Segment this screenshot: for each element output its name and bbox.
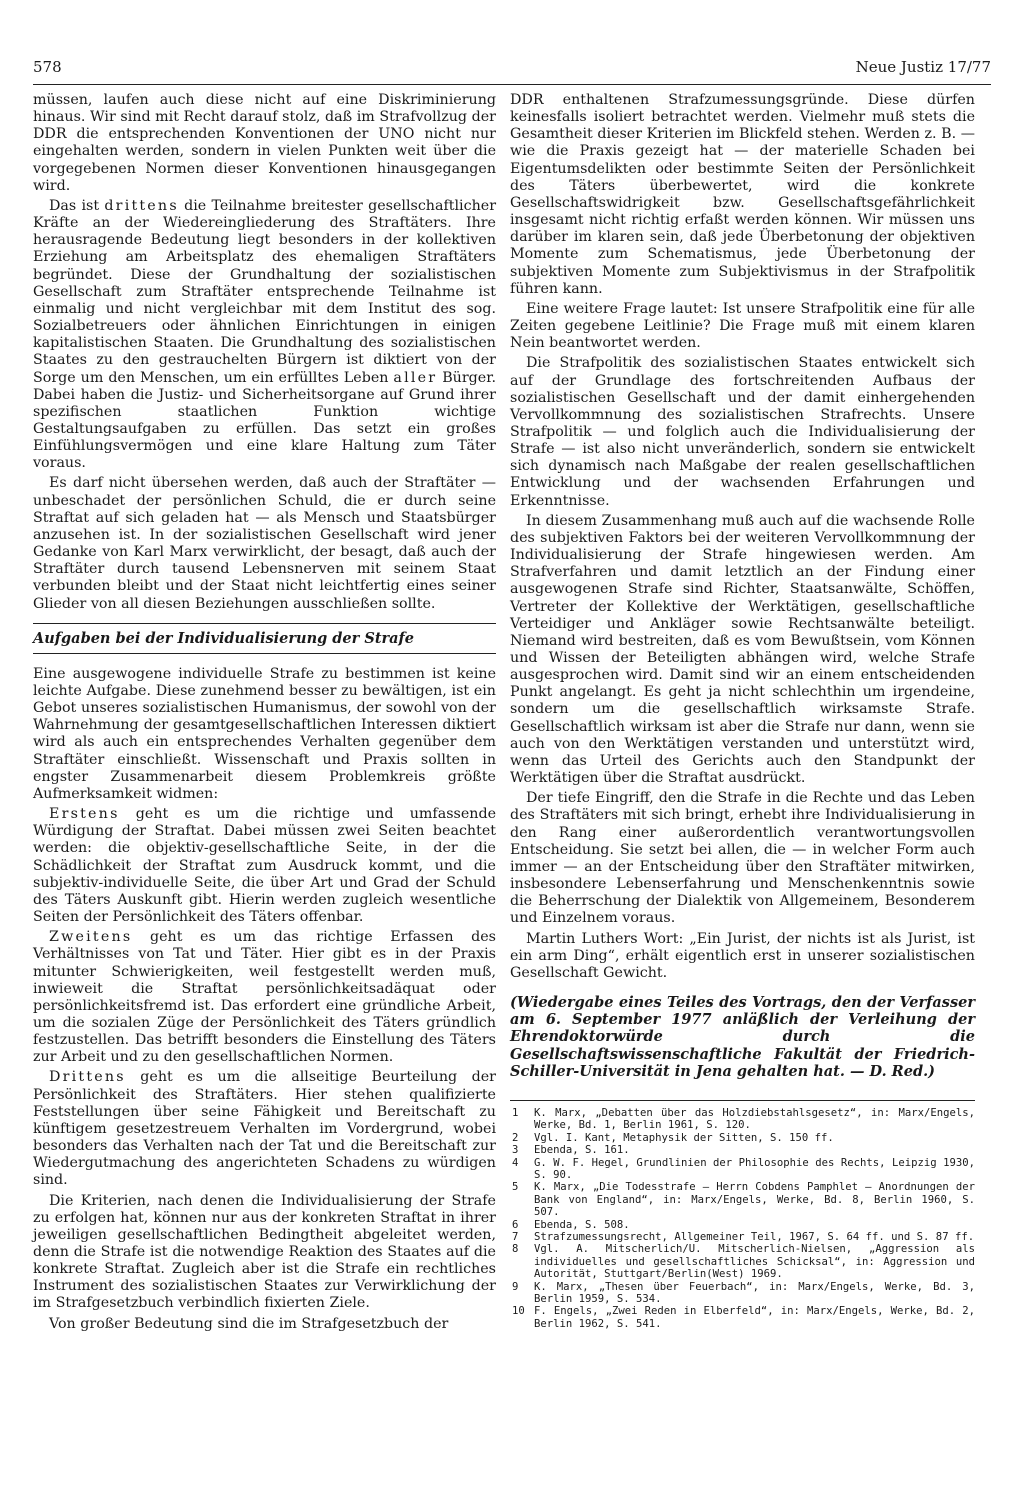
emphasis: drittens [104, 197, 179, 214]
paragraph: Der tiefe Eingriff, den die Strafe in die Rechte und das Leben des Straftäters mit sich bringt, erhebt ihre Individualisierung in den Rang einer außerordentlich verantwortungsvollen Entscheidung. Sie setzt bei allen, die — in welcher Form auch immer — an der Entscheidung über den Straftäter mitwirken, insbesondere Lebenserfahrung und Menschenkenntnis sowie die Beherrschung der Dialektik von Allgemeinem, Besonderem und Einzelnem voraus. [510, 790, 975, 927]
footnote-number: 8 [512, 1243, 519, 1256]
footnote [510, 1231, 975, 1243]
paragraph: müssen, laufen auch diese nicht auf eine Diskriminierung hinaus. Wir sind mit Recht darauf stolz, daß im Strafvollzug der DDR die entsprechenden Konventionen der UNO nicht nur eingehalten werden, sondern in vielen Punkten weit über die vorgegebenen Normen dieser Konventionen hinausgegangen wird. [33, 92, 496, 194]
left-column [33, 92, 496, 1336]
footnote [510, 1132, 975, 1144]
footnotes [510, 1107, 975, 1330]
paragraph: Die Kriterien, nach denen die Individualisierung der Strafe zu erfolgen hat, können nur aus der konkreten Straftat in ihrer jeweiligen gesellschaftlichen Bedingtheit abgeleitet werden, denn die Strafe ist die notwendige Reaktion des Staates auf die konkrete Straftat. Zugleich aber ist die Strafe ein rechtliches Instrument des sozialistischen Staates zur Verwirklichung der im Strafgesetzbuch verbindlich fixierten Ziele. [33, 1192, 496, 1312]
footnote [510, 1219, 975, 1231]
paragraph [33, 806, 496, 926]
page-number: 578 [33, 58, 62, 76]
text-run: die Teilnahme breitester gesellschaftlicher Kräfte an der Wiedereingliederung des Straftäters. Ihre herausragende Bedeutung liegt besonders in der kollektiven Erziehung am Arbeitsplatz des ehemaligen Straftäters begründet. Diese der Grundhaltung der sozialistischen Gesellschaft zum Straftäter entsprechende Teilnahme ist einmalig und nicht vergleichbar mit dem Institut des sog. Sozialbetreuers oder ähnlichen Einrichtungen in einigen kapitalistischen Staaten. Die Grundhaltung des sozialistischen Staates zu den gestrauchelten Bürgern ist diktiert von der Sorge um den Menschen, um ein erfülltes Leben [33, 197, 496, 386]
footnote-number: 1 [512, 1106, 519, 1119]
footnote-divider [510, 1100, 975, 1107]
paragraph: DDR enthaltenen Strafzumessungsgründe. Diese dürfen keinesfalls isoliert betrachtet werden. Vielmehr muß stets die Gesamtheit dieser Kriterien im Blickfeld stehen. Werden z. B. — wie die Praxis gezeigt hat — der materielle Schaden bei Eigentumsdelikten oder bestimmte Seiten der Persönlichkeit des Täters überbewertet, wird die konkrete Gesellschaftswidrigkeit bzw. Gesellschaftsgefährlichkeit insgesamt nicht richtig erfaßt werden können. Wir müssen uns darüber im klaren sein, daß jede Überbetonung der objektiven Momente zum Schematismus, jede Überbetonung der subjektiven Momente zum Subjektivismus in der Strafpolitik führen kann. [510, 92, 975, 297]
editorial-note: (Wiedergabe eines Teiles des Vortrags, den der Verfasser am 6. September 1977 anläßlich der Verleihung der Ehrendoktorwürde durch die Gesellschaftswissenschaftliche Fakultät der Friedrich-Schiller-Universität in Jena gehalten hat. — D. Red.) [510, 993, 975, 1080]
footnote-number: 9 [512, 1280, 519, 1293]
emphasis: Erstens [49, 806, 120, 823]
section-heading: Aufgaben bei der Individualisierung der Strafe [33, 623, 496, 654]
paragraph [33, 1069, 496, 1189]
footnote [510, 1281, 975, 1306]
paragraph: Es darf nicht übersehen werden, daß auch der Straftäter — unbeschadet der persönlichen Schuld, die er durch seine Straftat auf sich geladen hat — als Mensch und Staatsbürger anzusehen ist. In der sozialistischen Gesellschaft wird jener Gedanke von Karl Marx verwirklicht, der besagt, daß auch der Straftäter durch tausend Lebensnerven mit seinem Staat verbunden bleibt und der Staat nicht leichtfertig eines seiner Glieder von all diesen Beziehungen ausschließen sollte. [33, 475, 496, 612]
paragraph: In diesem Zusammenhang muß auch auf die wachsende Rolle des subjektiven Faktors bei der weiteren Vervollkommnung der Individualisierung der Strafe hingewiesen werden. Am Strafverfahren und damit letztlich an der Findung einer ausgewogenen Strafe sind Richter, Staatsanwälte, Schöffen, Vertreter der Kollektive der Werktätigen, gesellschaftliche Verteidiger und Ankläger sowie Rechtsanwälte beteiligt. Niemand wird bestreiten, daß es vom Bewußtsein, vom Können und Wissen der Beteiligten abhängen wird, welche Strafe ausgesprochen wird. Damit sind wir an einem entscheidenden Punkt angelangt. Es geht ja nicht schlechthin um irgendeine, sondern um die gesellschaftlich wirksamste Strafe. Gesellschaftlich wirksam ist aber die Strafe nur dann, wenn sie auch von den Werktätigen verstanden und unterstützt wird, wenn das Urteil des Gerichts auch den Standpunkt der Werktätigen über die Straftat ausdrückt. [510, 512, 975, 787]
emphasis: Zweitens [49, 929, 133, 946]
footnote-text: F. Engels, „Zwei Reden in Elberfeld“, in: Marx/Engels, Werke, Bd. 2, Berlin 1962, S. 541. [534, 1305, 975, 1330]
right-column [510, 92, 975, 1330]
paragraph [33, 198, 496, 473]
footnote-text: K. Marx, „Thesen über Feuerbach“, in: Marx/Engels, Werke, Bd. 3, Berlin 1959, S. 534. [534, 1280, 975, 1306]
footnote-text: K. Marx, „Die Todesstrafe — Herrn Cobdens Pamphlet — Anordnungen der Bank von England“, in: Marx/Engels, Werke, Bd. 8, Berlin 1960, S. 507. [534, 1181, 975, 1219]
text-run: geht es um die richtige und umfassende Würdigung der Straftat. Dabei müssen zwei Seiten beachtet werden: die objektiv-gesellschaftliche Seite, in der die Schädlichkeit der Straftat zum Ausdruck kommt, und die subjektiv-individuelle Seite, die über Art und Grad der Schuld des Täters Auskunft gibt. Hierin werden zugleich wesentliche Seiten der Persönlichkeit des Täters offenbar. [33, 806, 496, 926]
footnote [510, 1305, 975, 1330]
footnote-text: Strafzumessungsrecht, Allgemeiner Teil, 1967, S. 64 ff. und S. 87 ff. [534, 1231, 975, 1244]
emphasis: aller [393, 369, 438, 386]
footnote-number: 2 [512, 1131, 519, 1144]
footnote-text: Ebenda, S. 508. [534, 1218, 630, 1231]
journal-title: Neue Justiz 17/77 [855, 58, 991, 76]
footnote-text: K. Marx, „Debatten über das Holzdiebstahlsgesetz“, in: Marx/Engels, Werke, Bd. 1, Berlin 1961, S. 120. [534, 1106, 975, 1132]
paragraph: Eine weitere Frage lautet: Ist unsere Strafpolitik eine für alle Zeiten gegebene Leitlinie? Die Frage muß mit einem klaren Nein beantwortet werden. [510, 300, 975, 352]
footnote [510, 1157, 975, 1182]
paragraph: Von großer Bedeutung sind die im Strafgesetzbuch der [49, 1315, 449, 1332]
paragraph: Martin Luthers Wort: „Ein Jurist, der nichts ist als Jurist, ist ein arm Ding“, erhält eigentlich erst in unserer sozialistischen Gesellschaft Gewicht. [510, 930, 975, 981]
footnote [510, 1181, 975, 1218]
footnote-text: Vgl. I. Kant, Metaphysik der Sitten, S. 150 ff. [534, 1131, 834, 1144]
footnote [510, 1144, 975, 1156]
footnote-text: Ebenda, S. 161. [534, 1144, 630, 1157]
footnote [510, 1107, 975, 1132]
text-run: geht es um das richtige Erfassen des Verhältnisses von Tat und Täter. Hier gibt es in der Praxis mitunter Schwierigkeiten, weil festgestellt werden muß, inwieweit die Straftat persönlichkeitsadäquat oder persönlichkeitsfremd ist. Das erfordert eine gründliche Arbeit, um die sozialen Züge der Persönlichkeit des Täters gründlich festzustellen. Das betrifft besonders die Einstellung des Täters zur Arbeit und zu den gesellschaftlichen Normen. [33, 929, 496, 1066]
footnote-number: 4 [512, 1156, 519, 1169]
text-run: Bürger. Dabei haben die Justiz- und Sicherheitsorgane auf Grund ihrer spezifischen staatlichen Funktion wichtige Gestaltungsaufgaben zu erfüllen. Das setzt ein großes Einfühlungsvermögen und eine klare Haltung zum Täter voraus. [33, 369, 497, 472]
footnote-text: G. W. F. Hegel, Grundlinien der Philosophie des Rechts, Leipzig 1930, S. 90. [534, 1156, 975, 1182]
footnote-number: 6 [512, 1218, 519, 1231]
emphasis: Drittens [49, 1069, 126, 1086]
paragraph: Eine ausgewogene individuelle Strafe zu bestimmen ist keine leichte Aufgabe. Diese zunehmend besser zu bewältigen, ist ein Gebot unseres sozialistischen Humanismus, der sowohl von der Wahrnehmung der gesamtgesellschaftlichen Interessen diktiert wird als auch ein entsprechendes Verhalten gegenüber dem Straftäter einschließt. Wissenschaft und Praxis sollten in engster Zusammenarbeit diesem Problemkreis größte Aufmerksamkeit widmen: [33, 665, 496, 802]
footnote-text: Vgl. A. Mitscherlich/U. Mitscherlich-Nielsen, „Aggression als individuelles und gesellschaftliches Schicksal“, in: Aggression und Autorität, Stuttgart/Berlin(West) 1969. [534, 1243, 975, 1281]
text-run: Das ist [49, 197, 105, 214]
paragraph: Die Strafpolitik des sozialistischen Staates entwickelt sich auf der Grundlage des fortschreitenden Aufbaus der sozialistischen Gesellschaft und der damit einhergehenden Vervollkommnung des sozialistischen Strafrechts. Unsere Strafpolitik — und folglich auch die Individualisierung der Strafe — ist also nicht unveränderlich, sondern sie entwickelt sich dynamisch nach Maßgabe der realen gesellschaftlichen Entwicklung und der wachsenden Erfahrungen und Erkenntnisse. [510, 355, 975, 509]
footnote-number: 3 [512, 1144, 519, 1157]
footnote-number: 10 [512, 1305, 525, 1318]
footnote-number: 7 [512, 1231, 519, 1244]
paragraph [33, 929, 496, 1066]
footnote-number: 5 [512, 1181, 519, 1194]
footnote [510, 1243, 975, 1280]
page-header [33, 58, 991, 85]
text-run: geht es um die allseitige Beurteilung der Persönlichkeit des Straftäters. Hier stehen qualifizierte Feststellungen über seine Fähigkeit und Bereitschaft zu künftigem gesetzestreuem Verhalten im Vordergrund, wobei besonders das Verhalten nach der Tat und die Bereitschaft zur Wiedergutmachung des angerichteten Schadens zu würdigen sind. [33, 1069, 496, 1189]
